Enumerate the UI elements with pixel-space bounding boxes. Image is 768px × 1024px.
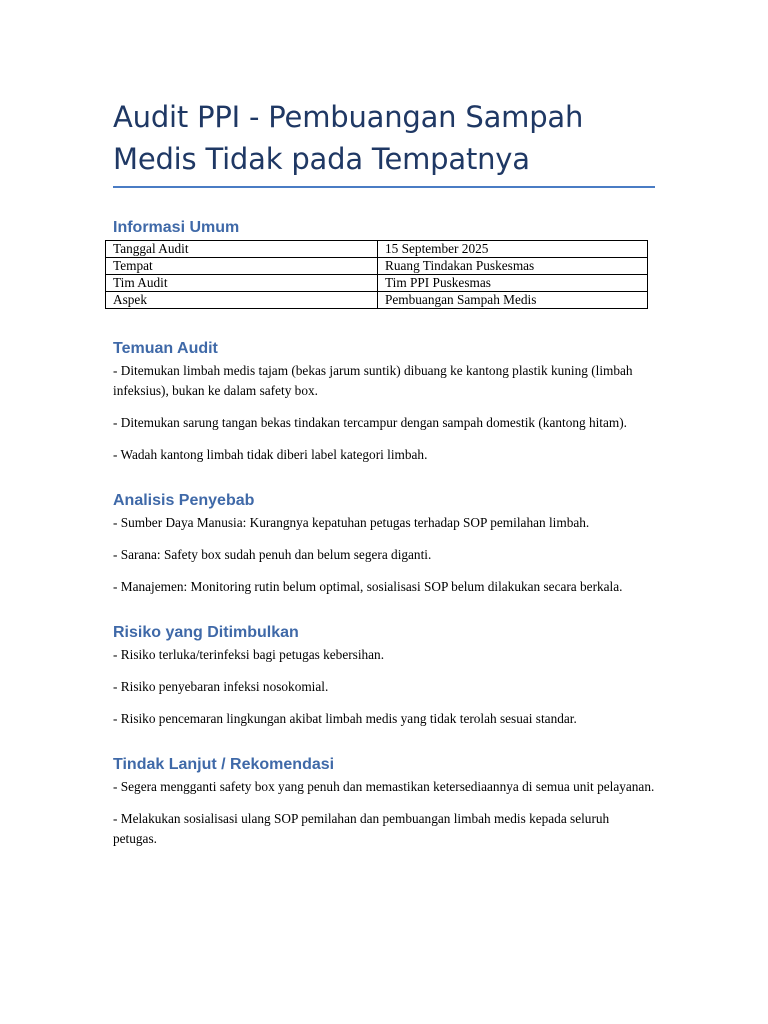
- list-item: - Sarana: Safety box sudah penuh dan belum segera diganti.: [113, 547, 432, 562]
- list-item: - Risiko pencemaran lingkungan akibat limbah medis yang tidak terolah sesuai standar.: [113, 711, 577, 726]
- info-value-cell: 15 September 2025: [378, 241, 648, 258]
- findings-heading: Temuan Audit: [113, 340, 218, 357]
- list-item: - Ditemukan sarung tangan bekas tindakan tercampur dengan sampah domestik (kantong hitam).: [113, 415, 627, 430]
- info-label-cell: Tim Audit: [106, 275, 378, 292]
- info-value-cell: Tim PPI Puskesmas: [378, 275, 648, 292]
- list-item: - Wadah kantong limbah tidak diberi label kategori limbah.: [113, 447, 428, 462]
- findings-section: [113, 339, 655, 465]
- table-row: [106, 241, 648, 258]
- list-item: - Manajemen: Monitoring rutin belum optimal, sosialisasi SOP belum dilakukan secara berkala.: [113, 579, 623, 594]
- followup-heading: Tindak Lanjut / Rekomendasi: [113, 756, 335, 773]
- info-value-cell: Ruang Tindakan Puskesmas: [378, 258, 648, 275]
- info-table: [105, 240, 648, 309]
- followup-section: [113, 755, 655, 849]
- causes-section: [113, 491, 655, 597]
- list-item: - Sumber Daya Manusia: Kurangnya kepatuhan petugas terhadap SOP pemilahan limbah.: [113, 515, 590, 530]
- table-row: [106, 258, 648, 275]
- table-row: [106, 292, 648, 309]
- document-title: Audit PPI - Pembuangan Sampah Medis Tidak pada Tempatnya: [113, 100, 584, 176]
- list-item: - Melakukan sosialisasi ulang SOP pemilahan dan pembuangan limbah medis kepada seluruh petugas.: [113, 811, 610, 846]
- table-row: [106, 275, 648, 292]
- title-divider: [113, 186, 655, 188]
- list-item: - Ditemukan limbah medis tajam (bekas jarum suntik) dibuang ke kantong plastik kuning (limbah infeksius), bukan ke dalam safety box.: [113, 363, 633, 398]
- info-value-cell: Pembuangan Sampah Medis: [378, 292, 648, 309]
- info-label-cell: Tempat: [106, 258, 378, 275]
- risks-heading: Risiko yang Ditimbulkan: [113, 624, 299, 641]
- list-item: - Segera mengganti safety box yang penuh dan memastikan ketersediaannya di semua unit pelayanan.: [113, 779, 655, 794]
- list-item: - Risiko terluka/terinfeksi bagi petugas kebersihan.: [113, 647, 385, 662]
- info-label-cell: Aspek: [106, 292, 378, 309]
- document-page: [113, 96, 655, 861]
- risks-section: [113, 623, 655, 729]
- list-item: - Risiko penyebaran infeksi nosokomial.: [113, 679, 329, 694]
- causes-heading: Analisis Penyebab: [113, 492, 255, 509]
- info-heading: Informasi Umum: [113, 219, 240, 236]
- info-label-cell: Tanggal Audit: [106, 241, 378, 258]
